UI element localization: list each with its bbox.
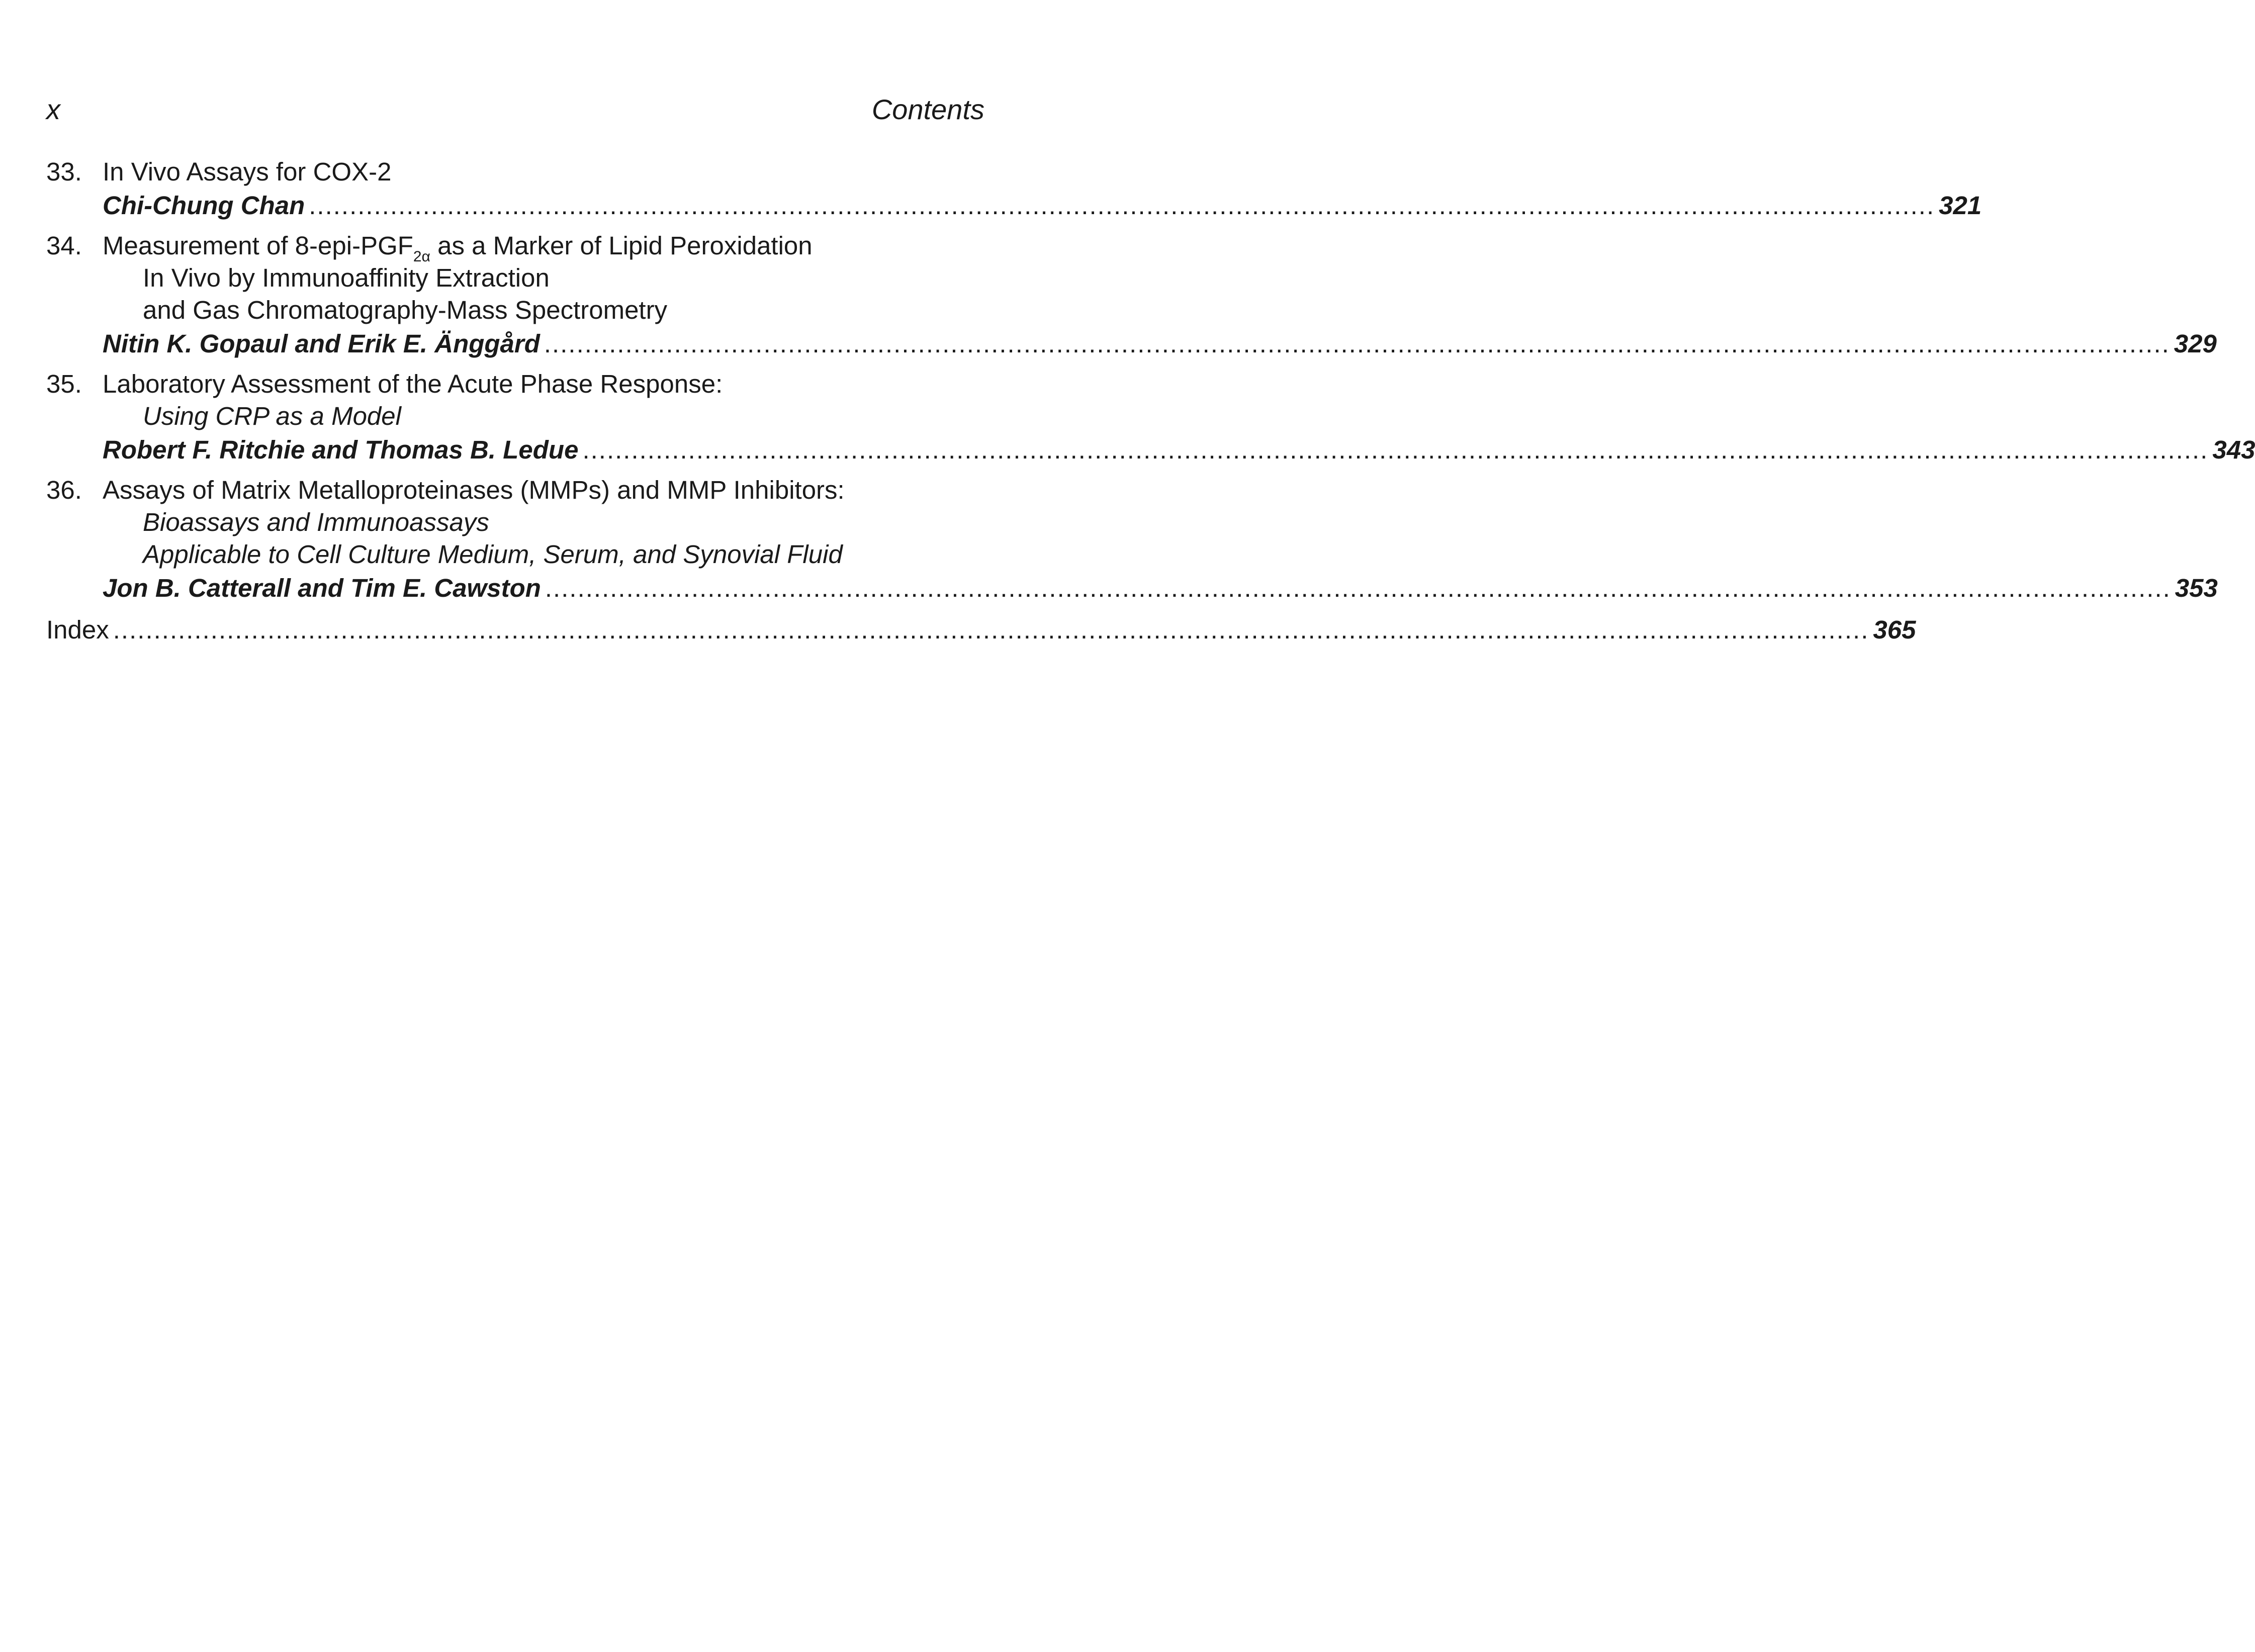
chapter-title-line-3: and Gas Chromatography-Mass Spectrometry [143,296,668,324]
section-title: Contents [871,94,984,125]
chapter-authors: Jon B. Catterall and Tim E. Cawston [103,574,541,602]
chapter-number: 33. [46,157,82,186]
chapter-authors: Robert F. Ritchie and Thomas B. Ledue [103,435,579,464]
index-line[interactable] [46,612,1916,648]
toc-subtitle-line [46,506,984,538]
chapter-authors: Chi-Chung Chan [103,191,305,220]
page-number: 343 [2212,435,2255,464]
dot-leader: ........................................................................................................................................................................................................................ [113,615,1869,644]
table-of-contents [46,156,2255,654]
chapter-title: In Vivo Assays for COX-2 [103,157,392,186]
toc-title-continuation [46,262,984,294]
index-label: Index [46,615,109,644]
page-number: 353 [2175,574,2218,602]
page-folio: x [46,94,60,125]
chapter-title-line-2: In Vivo by Immunoaffinity Extraction [143,263,550,292]
toc-entry-34 [46,230,2217,361]
dot-leader: ........................................................................................................................................................................................................ [544,329,2170,358]
toc-subtitle-line [46,538,984,571]
toc-author-line[interactable] [46,188,1982,223]
toc-author-line[interactable] [46,571,2218,606]
chapter-number: 36. [46,476,82,504]
dot-leader: ........................................................................................................................................................................................................ [309,191,1935,220]
chapter-number: 34. [46,231,82,260]
title-subscript: 2α [413,248,430,265]
toc-title-line [46,156,984,188]
chapter-title: Assays of Matrix Metalloproteinases (MMPs) and MMP Inhibitors: [103,476,845,504]
toc-title-line [46,230,984,265]
chapter-subtitle-line-2: Applicable to Cell Culture Medium, Serum, and Synovial Fluid [143,540,843,569]
toc-subtitle-line [46,400,984,432]
toc-entry-35 [46,368,2255,468]
title-prefix: Measurement of 8-epi-PGF [103,231,413,260]
page-number: 365 [1873,615,1916,644]
chapter-authors: Nitin K. Gopaul and Erik E. Änggård [103,329,540,358]
chapter-subtitle: Using CRP as a Model [143,402,401,430]
toc-author-line[interactable] [46,326,2217,361]
chapter-title [103,230,813,265]
chapter-number: 35. [46,370,82,398]
chapter-title: Laboratory Assessment of the Acute Phase Response: [103,370,723,398]
chapter-subtitle: Bioassays and Immunoassays [143,508,489,536]
toc-title-line [46,368,984,400]
dot-leader: ........................................................................................................................................................................................................ [545,574,2171,602]
dot-leader: ........................................................................................................................................................................................................ [582,435,2209,464]
page-number: 329 [2174,329,2217,358]
toc-title-line [46,474,984,506]
toc-entry-36 [46,474,2218,606]
page-number: 321 [1939,191,1982,220]
title-suffix: as a Marker of Lipid Peroxidation [430,231,813,260]
toc-author-line[interactable] [46,432,2255,468]
toc-title-continuation [46,294,984,326]
toc-entry-index [46,612,1916,648]
running-head [46,89,984,130]
toc-entry-33 [46,156,1982,223]
toc-page [46,0,2255,1652]
